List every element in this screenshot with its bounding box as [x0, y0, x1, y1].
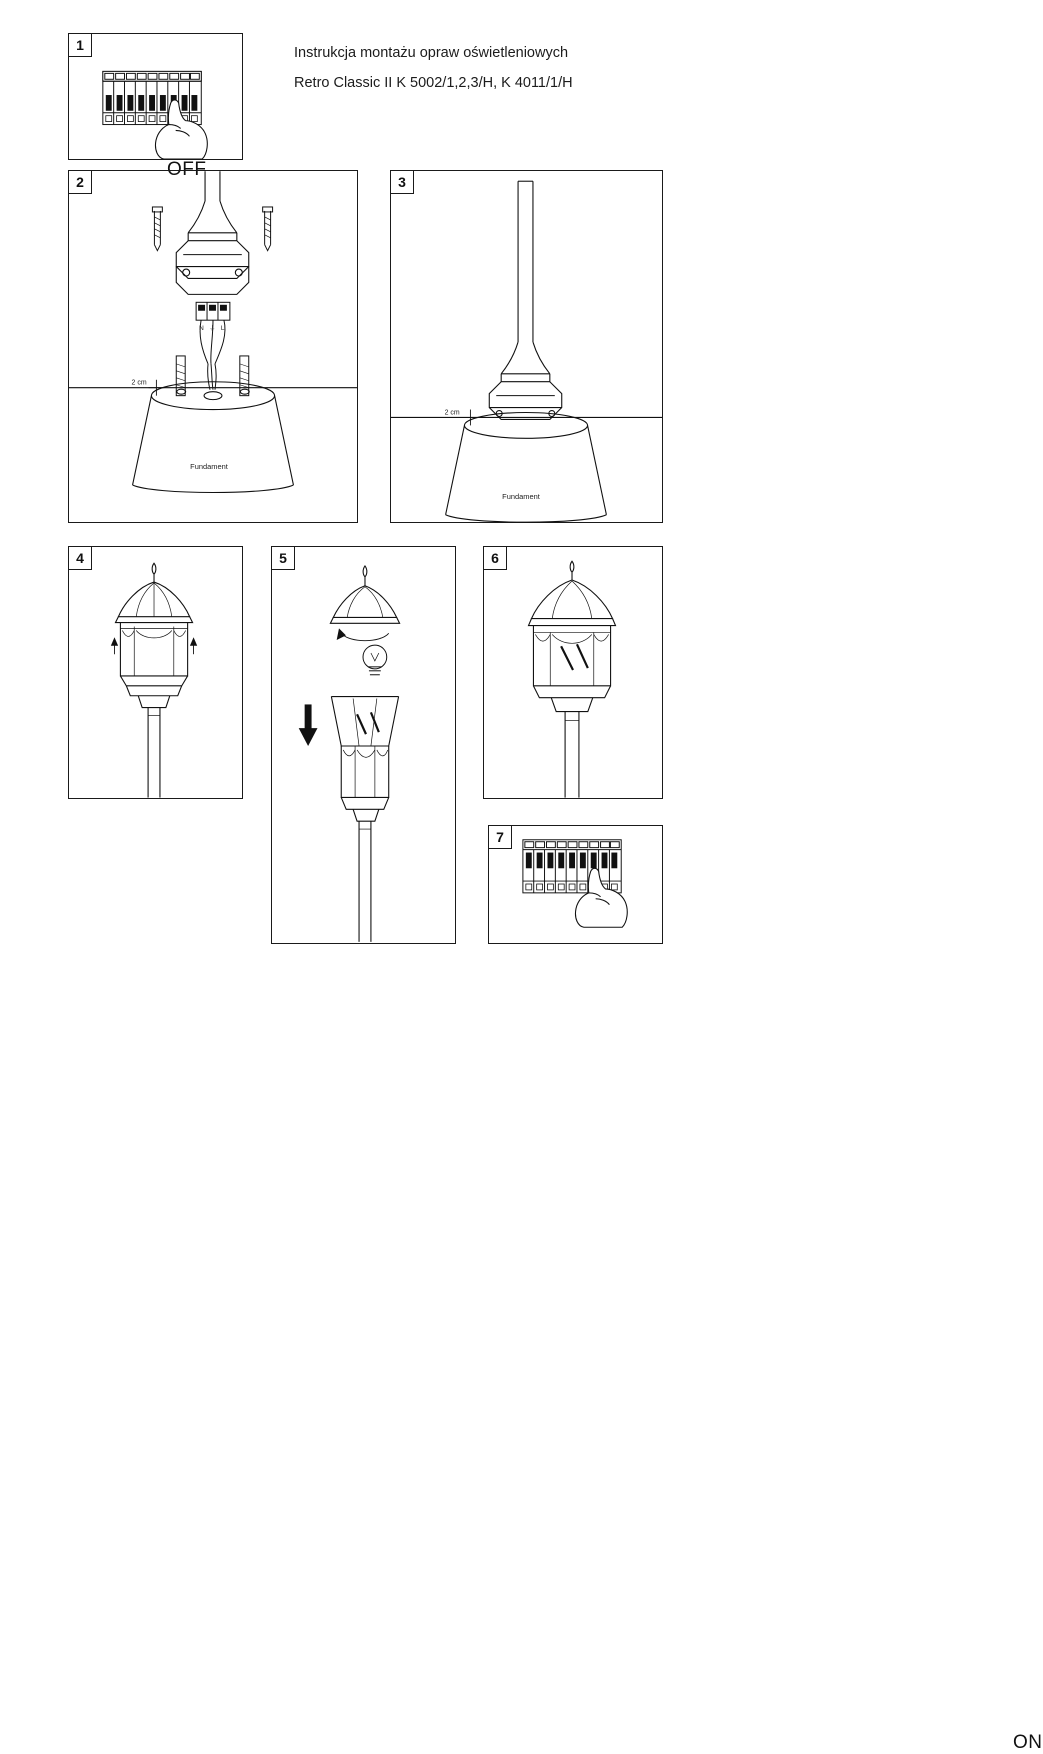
- dimension-label-2cm: 2 cm: [444, 409, 460, 417]
- step-panel-4: [68, 546, 243, 799]
- step-panel-6: [483, 546, 663, 799]
- terminal-label-ground: ⏚: [209, 325, 216, 333]
- lantern-complete-illustration: [484, 547, 662, 798]
- terminal-label-n: N: [199, 325, 204, 333]
- step-panel-5: [271, 546, 456, 944]
- bulb-insert-illustration: [272, 547, 455, 943]
- lantern-assembled-illustration: [69, 547, 242, 798]
- step-number-7: 7: [488, 825, 512, 849]
- breaker-off-illustration: [69, 34, 242, 159]
- title-line-2: Retro Classic II K 5002/1,2,3/H, K 4011/1/H: [294, 75, 573, 91]
- step-panel-2: [68, 170, 358, 523]
- title-line-1: Instrukcja montażu opraw oświetleniowych: [294, 45, 569, 61]
- foundation-label: Fundament: [502, 491, 540, 501]
- terminal-label-l: L: [220, 325, 225, 333]
- step-panel-7: [488, 825, 1043, 1753]
- base-mount-illustration: [69, 171, 357, 522]
- step-panel-1: [68, 33, 243, 180]
- pole-installed-illustration: [391, 171, 662, 522]
- step-number-5: 5: [271, 546, 295, 570]
- step-number-1: 1: [68, 33, 92, 57]
- step-number-4: 4: [68, 546, 92, 570]
- page-title: [294, 38, 694, 98]
- foundation-label: Fundament: [190, 462, 228, 472]
- step-number-3: 3: [390, 170, 414, 194]
- step-number-6: 6: [483, 546, 507, 570]
- breaker-off-label: OFF: [167, 159, 207, 180]
- dimension-label-2cm: 2 cm: [131, 379, 147, 387]
- breaker-on-illustration: [489, 826, 662, 943]
- step-panel-3: [390, 170, 663, 523]
- breaker-on-label: ON: [1013, 1732, 1043, 1753]
- step-number-2: 2: [68, 170, 92, 194]
